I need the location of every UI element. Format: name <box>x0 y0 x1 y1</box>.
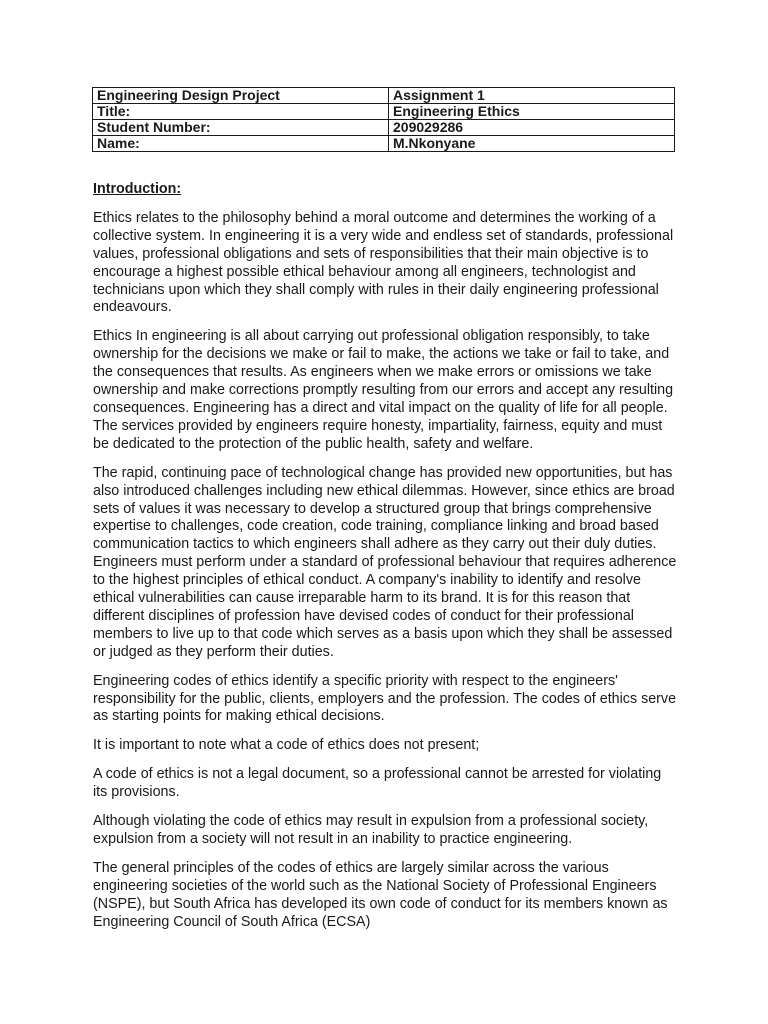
assignment-value: Assignment 1 <box>389 88 675 104</box>
title-label: Title: <box>93 104 389 120</box>
name-label: Name: <box>93 136 389 152</box>
student-number-value: 209029286 <box>389 120 675 136</box>
name-value: M.Nkonyane <box>389 136 675 152</box>
table-row <box>93 120 675 136</box>
title-value: Engineering Ethics <box>389 104 675 120</box>
student-number-label: Student Number: <box>93 120 389 136</box>
table-row <box>93 88 675 104</box>
paragraph: It is important to note what a code of ethics does not present; <box>93 737 480 754</box>
paragraph: Ethics relates to the philosophy behind a moral outcome and determines the working of a collective system. In engineering it is a very wide and endless set of standards, professional values, professional obligations and sets of responsibilities that their main objective is to encourage a highest possible ethical behaviour among all engineers, technologist and technicians upon which they shall comply with rules in their daily engineering professional endeavours. <box>93 209 674 316</box>
paragraph: The rapid, continuing pace of technological change has provided new opportunities, but has also introduced challenges including new ethical dilemmas. However, since ethics are broad sets of values it was necessary to develop a structured group that brings comprehensive expertise to challenges, code creation, code training, compliance linking and broad based communication tactics to which engineers shall adhere as they carry out their duly duties. Engineers must perform under a standard of professional behaviour that requires adherence to the highest principles of ethical conduct. A company's inability to identify and resolve ethical vulnerabilities can cause irreparable harm to its brand. It is for this reason that different disciplines of profession have devised codes of conduct for their professional members to live up to that code which serves as a basis upon which they shall be assessed or judged as they perform their duties. <box>93 464 677 660</box>
section-heading: Introduction: <box>93 181 182 197</box>
table-row <box>93 136 675 152</box>
paragraph: Engineering codes of ethics identify a specific priority with respect to the engineers' responsibility for the public, clients, employers and the profession. The codes of ethics serve as starting points for making ethical decisions. <box>93 672 677 725</box>
paragraph: The general principles of the codes of ethics are largely similar across the various engineering societies of the world such as the National Society of Professional Engineers (NSPE), but South Africa has developed its own code of conduct for its members known as Engineering Council of South Africa (ECSA) <box>93 859 668 930</box>
paragraph: A code of ethics is not a legal document, so a professional cannot be arrested for violating its provisions. <box>93 766 662 801</box>
document-body <box>93 181 678 943</box>
table-row <box>93 104 675 120</box>
paragraph: Ethics In engineering is all about carrying out professional obligation responsibly, to take ownership for the decisions we make or fail to make, the actions we take or fail to take, and the consequences that results. As engineers when we make errors or omissions we take ownership and make corrections promptly resulting from our errors and accept any resulting consequences. Engineering has a direct and vital impact on the quality of life for all people. The services provided by engineers require honesty, impartiality, fairness, equity and must be dedicated to the protection of the public health, safety and welfare. <box>93 328 674 452</box>
header-info-table <box>92 87 675 152</box>
paragraph: Although violating the code of ethics may result in expulsion from a professional society, expulsion from a society will not result in an inability to practice engineering. <box>93 813 649 847</box>
project-label: Engineering Design Project <box>93 88 389 104</box>
